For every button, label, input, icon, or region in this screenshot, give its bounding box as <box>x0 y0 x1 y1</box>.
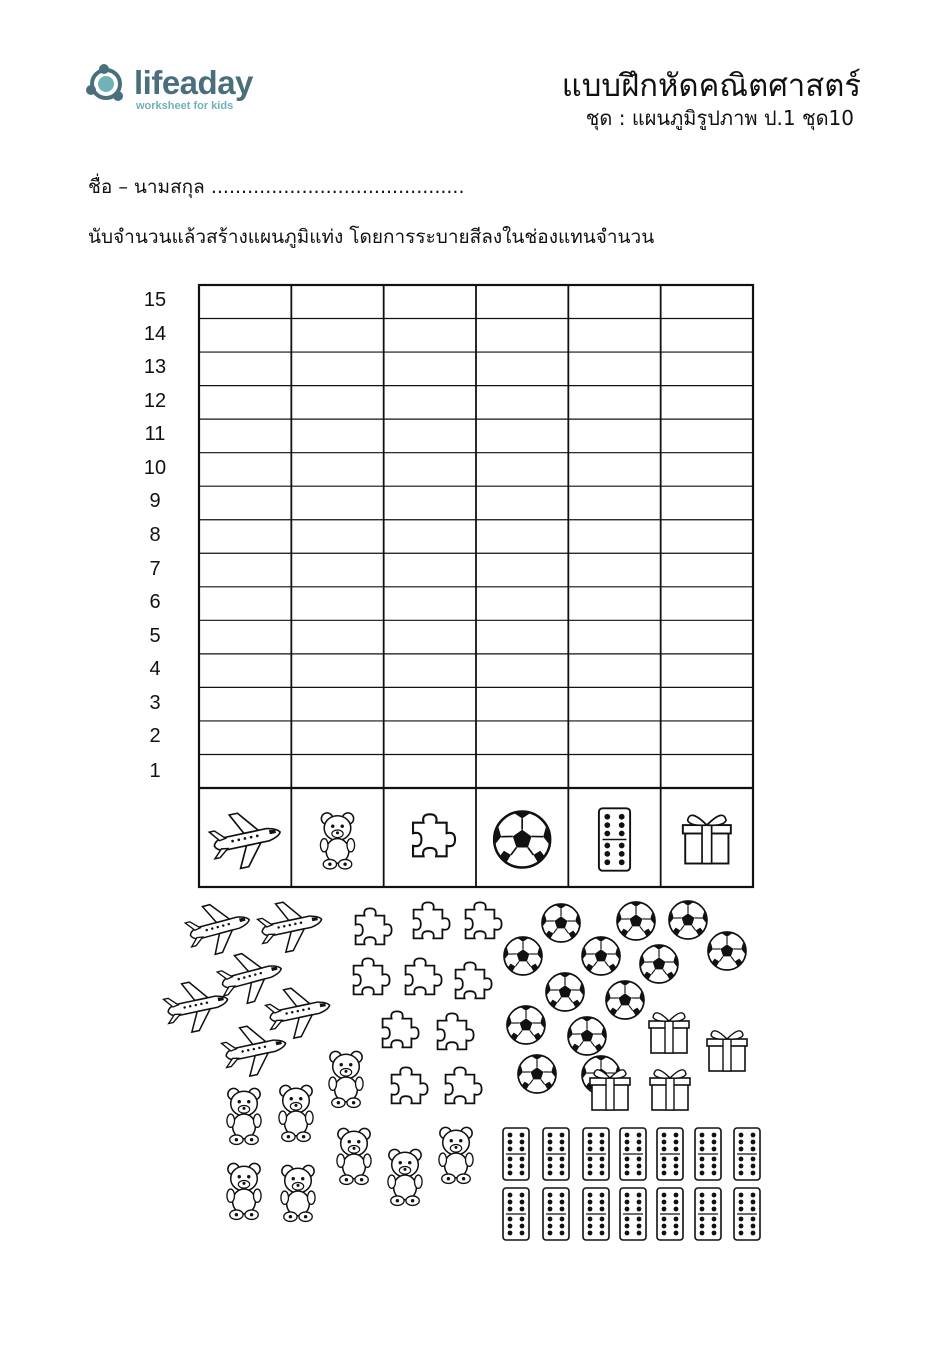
soccer-ball-icon <box>518 1055 556 1093</box>
teddy-bear-icon <box>227 1088 261 1144</box>
domino-icon <box>657 1188 683 1240</box>
soccer-ball-icon <box>582 937 620 975</box>
puzzle-piece-icon <box>456 962 492 998</box>
logo-tagline: worksheet for kids <box>136 100 234 112</box>
puzzle-piece-icon <box>406 958 442 994</box>
puzzle-piece-icon <box>413 814 455 856</box>
puzzle-piece-icon <box>354 958 390 994</box>
teddy-bear-icon <box>279 1085 313 1141</box>
worksheet-title: แบบฝึกหัดคณิตศาสตร์ <box>561 68 861 104</box>
teddy-bear-icon <box>281 1165 315 1221</box>
soccer-ball-icon <box>507 1006 545 1044</box>
domino-icon <box>503 1128 529 1180</box>
y-label: 8 <box>149 524 161 546</box>
y-label: 13 <box>143 356 167 378</box>
domino-icon <box>734 1188 760 1240</box>
domino-icon <box>543 1188 569 1240</box>
y-label: 4 <box>149 658 161 680</box>
y-label: 5 <box>149 625 161 647</box>
soccer-ball-icon <box>669 901 707 939</box>
domino-icon <box>503 1188 529 1240</box>
y-label: 1 <box>149 760 161 782</box>
gift-box-icon <box>707 1031 747 1071</box>
soccer-ball-icon <box>568 1017 606 1055</box>
y-label: 10 <box>143 457 167 479</box>
domino-icon <box>657 1128 683 1180</box>
teddy-bear-icon <box>439 1127 473 1183</box>
domino-icon <box>620 1128 646 1180</box>
puzzle-piece-icon <box>414 902 450 938</box>
soccer-ball-icon <box>494 812 550 868</box>
soccer-ball-icon <box>708 932 746 970</box>
domino-icon <box>695 1188 721 1240</box>
y-label: 9 <box>149 490 161 512</box>
puzzle-piece-icon <box>356 908 392 944</box>
instruction-text: นับจำนวนแล้วสร้างแผนภูมิแท่ง โดยการระบายสีลงในช่องแทนจำนวน <box>88 226 655 248</box>
y-label: 3 <box>149 692 161 714</box>
gift-box-icon <box>683 815 731 863</box>
domino-icon <box>599 808 630 870</box>
soccer-ball-icon <box>606 981 644 1019</box>
y-label: 6 <box>149 591 161 613</box>
airplane-icon <box>219 1019 291 1080</box>
airplane-icon <box>182 896 255 960</box>
gift-box-icon <box>650 1070 690 1110</box>
teddy-bear-icon <box>320 813 354 869</box>
y-label: 14 <box>143 323 167 345</box>
logo-wordmark: lifeaday <box>134 64 253 101</box>
puzzle-piece-icon <box>438 1013 474 1049</box>
y-label: 11 <box>144 423 166 445</box>
y-label: 2 <box>149 725 161 747</box>
y-label: 7 <box>149 558 161 580</box>
gift-box-icon <box>649 1013 689 1053</box>
airplane-icon <box>263 981 335 1042</box>
puzzle-piece-icon <box>392 1067 428 1103</box>
soccer-ball-icon <box>546 973 584 1011</box>
soccer-ball-icon <box>640 945 678 983</box>
teddy-bear-icon <box>388 1149 422 1205</box>
airplane-icon <box>255 895 327 956</box>
y-label: 12 <box>143 390 167 412</box>
domino-icon <box>543 1128 569 1180</box>
puzzle-piece-icon <box>466 902 502 938</box>
y-label: 15 <box>143 289 167 311</box>
puzzle-piece-icon <box>446 1067 482 1103</box>
teddy-bear-icon <box>337 1128 371 1184</box>
puzzle-piece-icon <box>383 1011 419 1047</box>
domino-icon <box>695 1128 721 1180</box>
domino-icon <box>583 1188 609 1240</box>
soccer-ball-icon <box>617 902 655 940</box>
airplane-icon <box>207 805 286 873</box>
student-name-line: ชื่อ – นามสกุล .......................................... <box>88 176 465 198</box>
teddy-bear-icon <box>227 1163 261 1219</box>
domino-icon <box>620 1188 646 1240</box>
teddy-bear-icon <box>329 1051 363 1107</box>
soccer-ball-icon <box>504 937 542 975</box>
soccer-ball-icon <box>542 904 580 942</box>
worksheet-subtitle: ชุด : แผนภูมิรูปภาพ ป.1 ชุด10 <box>585 106 854 130</box>
domino-icon <box>734 1128 760 1180</box>
domino-icon <box>583 1128 609 1180</box>
